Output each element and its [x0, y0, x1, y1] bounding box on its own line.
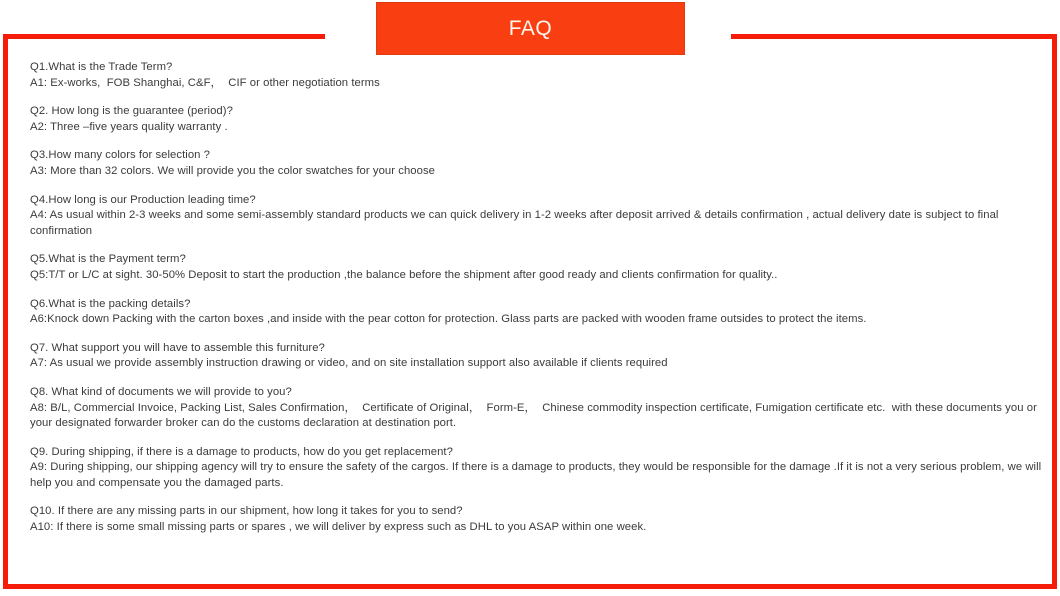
- faq-answer: A3: More than 32 colors. We will provide you the color swatches for your choose: [30, 164, 435, 177]
- faq-item: [30, 297, 1042, 328]
- faq-item: [30, 385, 1042, 432]
- frame-border-right: [1052, 34, 1057, 589]
- faq-item: [30, 504, 1042, 535]
- faq-answer: A8: B/L, Commercial Invoice, Packing List, Sales Confirmation， Certificate of Original， Form-E， Chinese commodity inspection certificate, Fumigation certificate etc. with these documents you or your designated forwarder broker can do the customs declaration at destination port.: [30, 401, 1041, 430]
- page-title: FAQ: [508, 17, 553, 40]
- frame-border-left: [3, 34, 8, 589]
- faq-question: Q10. If there are any missing parts in our shipment, how long it takes for you to send?: [30, 505, 463, 518]
- faq-question: Q8. What kind of documents we will provide to you?: [30, 385, 292, 398]
- faq-question: Q2. How long is the guarantee (period)?: [30, 105, 233, 118]
- faq-answer: A10: If there is some small missing parts or spares , we will deliver by express such as DHL to you ASAP within one week.: [30, 521, 647, 534]
- faq-question: Q7. What support you will have to assemble this furniture?: [30, 341, 325, 354]
- faq-title-banner: [376, 2, 685, 55]
- faq-item: [30, 193, 1042, 240]
- faq-answer: A6:Knock down Packing with the carton boxes ,and inside with the pear cotton for protection. Glass parts are packed with wooden frame outsides to protect the items.: [30, 313, 867, 326]
- faq-list: [30, 60, 1045, 578]
- faq-answer: A1: Ex-works, FOB Shanghai, C&F， CIF or other negotiation terms: [30, 76, 380, 89]
- frame-border-bottom: [3, 584, 1057, 589]
- faq-item: [30, 148, 1042, 179]
- faq-answer: A2: Three –five years quality warranty .: [30, 120, 228, 133]
- faq-item: [30, 341, 1042, 372]
- faq-item: [30, 104, 1042, 135]
- frame-border-top-right: [731, 34, 1057, 39]
- frame-border-top-left: [3, 34, 325, 39]
- faq-answer: A9: During shipping, our shipping agency will try to ensure the safety of the cargos. If there is a damage to products, they would be responsible for the damage .If it is not a very serious problem, we will help you and compensate you the damaged parts.: [30, 461, 1045, 489]
- faq-question: Q5.What is the Payment term?: [30, 253, 186, 266]
- faq-item: [30, 252, 1042, 283]
- faq-item: [30, 60, 1042, 91]
- faq-question: Q6.What is the packing details?: [30, 297, 191, 310]
- faq-question: Q3.How many colors for selection ?: [30, 149, 211, 162]
- faq-question: Q1.What is the Trade Term?: [30, 61, 173, 73]
- faq-answer: A4: As usual within 2-3 weeks and some semi-assembly standard products we can quick delivery in 1-2 weeks after deposit arrived & details confirmation , actual delivery date is subject to final confirmation: [30, 209, 1002, 237]
- faq-answer: Q5:T/T or L/C at sight. 30-50% Deposit to start the production ,the balance before the shipment after good ready and clients confirmation for quality..: [30, 268, 778, 281]
- faq-answer: A7: As usual we provide assembly instruction drawing or video, and on site installation support also available if clients required: [30, 357, 668, 370]
- faq-item: [30, 445, 1045, 492]
- faq-question: Q9. During shipping, if there is a damage to products, how do you get replacement?: [30, 445, 453, 458]
- faq-question: Q4.How long is our Production leading time?: [30, 193, 256, 206]
